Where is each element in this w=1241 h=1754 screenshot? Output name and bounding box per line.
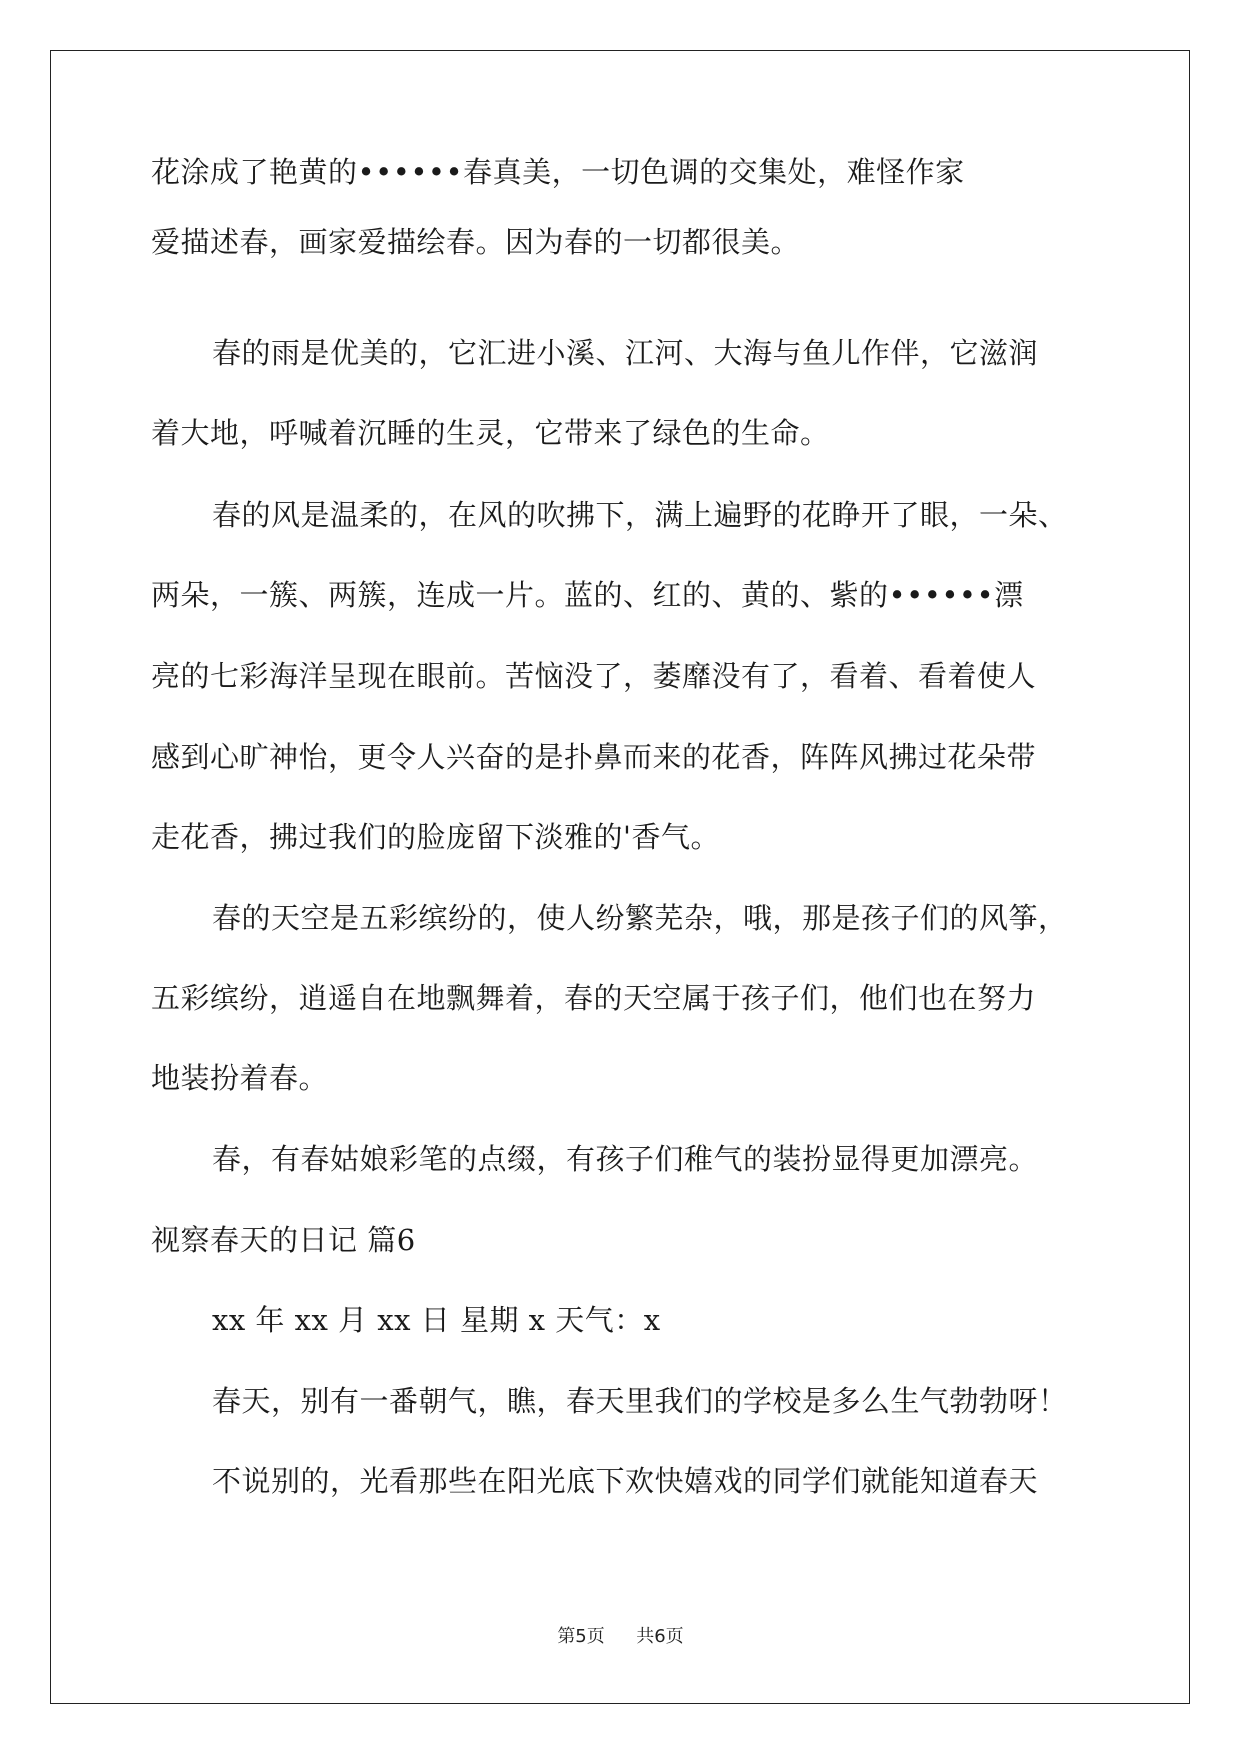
diary-date-line: xx 年 xx 月 xx 日 星期 x 天气：x [212,1303,661,1337]
text-line: 花涂成了艳黄的••••••春真美，一切色调的交集处，难怪作家 [151,155,965,189]
text-line: 走花香，拂过我们的脸庞留下淡雅的'香气。 [151,820,720,854]
paragraph-start-line: 不说别的，光看那些在阳光底下欢快嬉戏的同学们就能知道春天 [212,1464,1039,1498]
section-heading: 视察春天的日记 篇6 [151,1223,416,1257]
paragraph-start-line: 春的天空是五彩缤纷的，使人纷繁芜杂，哦，那是孩子们的风筝， [212,901,1068,935]
text-line: 五彩缤纷，逍遥自在地飘舞着，春的天空属于孩子们，他们也在努力 [151,981,1037,1015]
paragraph-start-line: 春天，别有一番朝气，瞧，春天里我们的学校是多么生气勃勃呀！ [212,1384,1068,1418]
text-line: 两朵，一簇、两簇，连成一片。蓝的、红的、黄的、紫的••••••漂 [151,578,1024,612]
text-line: 感到心旷神怡，更令人兴奋的是扑鼻而来的花香，阵阵风拂过花朵带 [151,740,1037,774]
text-line: 着大地，呼喊着沉睡的生灵，它带来了绿色的生命。 [151,416,830,450]
page-border [50,50,1190,1704]
text-line: 亮的七彩海洋呈现在眼前。苦恼没了，萎靡没有了，看着、看着使人 [151,659,1037,693]
paragraph-start-line: 春，有春姑娘彩笔的点缀，有孩子们稚气的装扮显得更加漂亮。 [212,1142,1039,1176]
page-total: 共6页 [636,1626,684,1647]
paragraph-start-line: 春的风是温柔的，在风的吹拂下，满上遍野的花睁开了眼，一朵、 [212,498,1068,532]
text-line: 爱描述春，画家爱描绘春。因为春的一切都很美。 [151,225,801,259]
paragraph-start-line: 春的雨是优美的，它汇进小溪、江河、大海与鱼儿作伴，它滋润 [212,336,1039,370]
page-number: 第5页 [557,1626,605,1647]
text-line: 地装扮着春。 [151,1061,329,1095]
page-footer [0,1622,1241,1648]
